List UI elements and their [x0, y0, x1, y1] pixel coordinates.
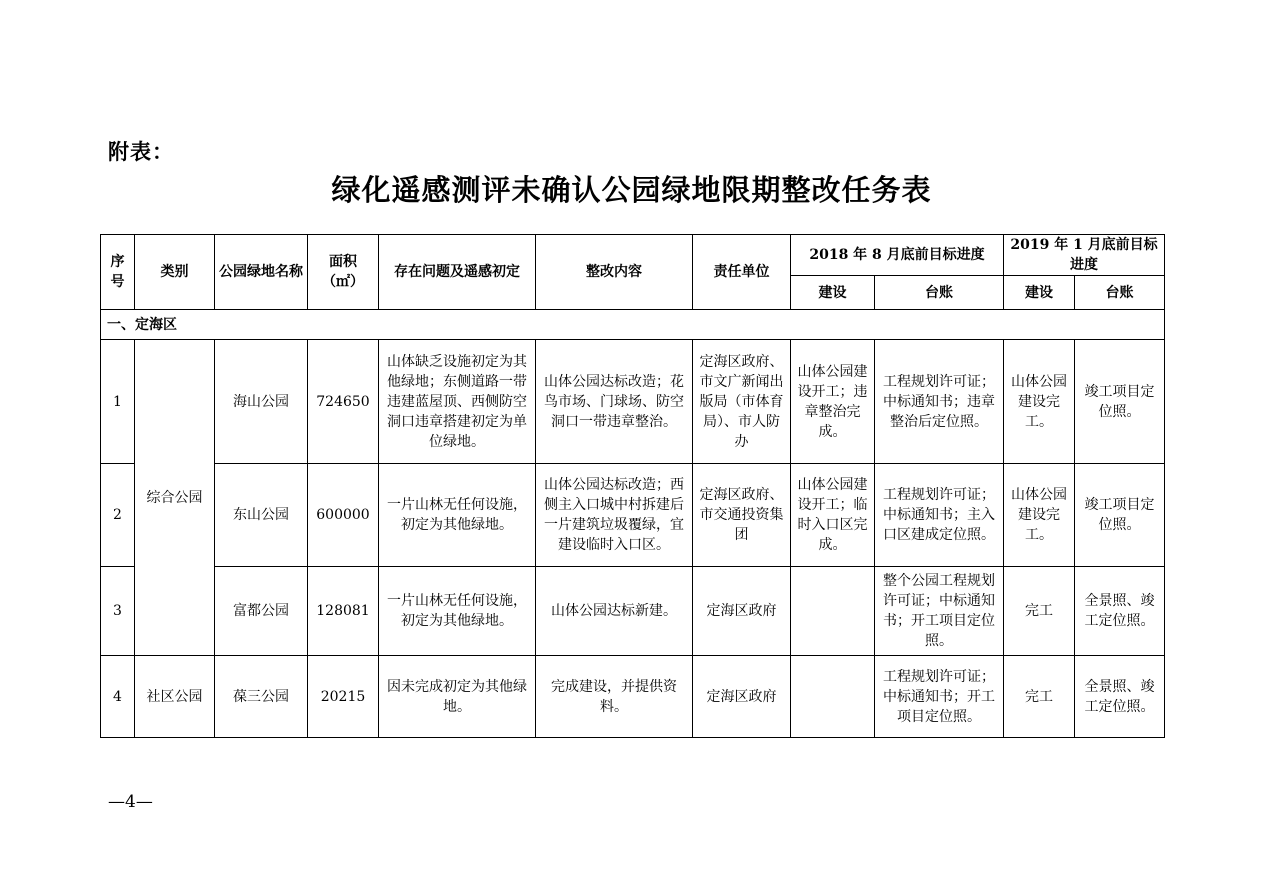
- cell-category-merged: 综合公园: [135, 340, 215, 656]
- header-ledger-2019: 台账: [1075, 276, 1165, 310]
- rectification-task-table: [100, 234, 1165, 738]
- cell-issue: 山体缺乏设施初定为其他绿地；东侧道路一带违建蓝屋顶、西侧防空洞口违章搭建初定为单位绿地。: [379, 340, 536, 464]
- cell-rectification: 山体公园达标改造；西侧主入口城中村拆建后一片建筑垃圾覆绿，宜建设临时入口区。: [536, 464, 693, 567]
- cell-ledger-2019: 全景照、竣工定位照。: [1075, 567, 1165, 656]
- page-title: 绿化遥感测评未确认公园绿地限期整改任务表: [331, 173, 932, 207]
- page-number: —4—: [108, 792, 153, 812]
- header-construction-2018: 建设: [791, 276, 875, 310]
- table-row: [101, 567, 1165, 656]
- cell-seq: 4: [101, 656, 135, 738]
- cell-area: 128081: [308, 567, 379, 656]
- cell-build-2018: 山体公园建设开工；临时入口区完成。: [791, 464, 875, 567]
- cell-responsible: 定海区政府: [693, 656, 791, 738]
- cell-responsible: 定海区政府、市文广新闻出版局（市体育局）、市人防办: [693, 340, 791, 464]
- annex-label: 附表：: [108, 139, 174, 164]
- cell-build-2018: [791, 656, 875, 738]
- cell-category: 社区公园: [135, 656, 215, 738]
- cell-build-2019: 完工: [1004, 656, 1075, 738]
- cell-park-name: 海山公园: [215, 340, 308, 464]
- section-label: 一、定海区: [101, 310, 1165, 340]
- cell-park-name: 东山公园: [215, 464, 308, 567]
- header-seq: 序号: [101, 235, 135, 310]
- cell-issue: 一片山林无任何设施，初定为其他绿地。: [379, 464, 536, 567]
- cell-ledger-2019: 竣工项目定位照。: [1075, 340, 1165, 464]
- table-row: [101, 340, 1165, 464]
- cell-seq: 3: [101, 567, 135, 656]
- cell-park-name: 富都公园: [215, 567, 308, 656]
- cell-seq: 1: [101, 340, 135, 464]
- cell-issue: 一片山林无任何设施，初定为其他绿地。: [379, 567, 536, 656]
- header-rectification: 整改内容: [536, 235, 693, 310]
- section-row: [101, 310, 1165, 340]
- header-ledger-2018: 台账: [875, 276, 1004, 310]
- header-park-name: 公园绿地名称: [215, 235, 308, 310]
- header-responsible: 责任单位: [693, 235, 791, 310]
- cell-area: 724650: [308, 340, 379, 464]
- cell-build-2019: 完工: [1004, 567, 1075, 656]
- cell-ledger-2018: 整个公园工程规划许可证；中标通知书；开工项目定位照。: [875, 567, 1004, 656]
- cell-seq: 2: [101, 464, 135, 567]
- cell-ledger-2018: 工程规划许可证；中标通知书；主入口区建成定位照。: [875, 464, 1004, 567]
- cell-build-2019: 山体公园建设完工。: [1004, 340, 1075, 464]
- header-issue: 存在问题及遥感初定: [379, 235, 536, 310]
- cell-responsible: 定海区政府: [693, 567, 791, 656]
- table-row: [101, 464, 1165, 567]
- cell-build-2019: 山体公园建设完工。: [1004, 464, 1075, 567]
- cell-rectification: 山体公园达标新建。: [536, 567, 693, 656]
- header-group-2018: 2018 年 8 月底前目标进度: [791, 235, 1004, 276]
- table-row: [101, 656, 1165, 738]
- cell-build-2018: 山体公园建设开工；违章整治完成。: [791, 340, 875, 464]
- cell-issue: 因未完成初定为其他绿地。: [379, 656, 536, 738]
- cell-rectification: 山体公园达标改造；花鸟市场、门球场、防空洞口一带违章整治。: [536, 340, 693, 464]
- cell-ledger-2019: 竣工项目定位照。: [1075, 464, 1165, 567]
- cell-park-name: 葆三公园: [215, 656, 308, 738]
- cell-ledger-2018: 工程规划许可证；中标通知书；开工项目定位照。: [875, 656, 1004, 738]
- cell-ledger-2019: 全景照、竣工定位照。: [1075, 656, 1165, 738]
- cell-rectification: 完成建设，并提供资料。: [536, 656, 693, 738]
- cell-area: 20215: [308, 656, 379, 738]
- cell-responsible: 定海区政府、市交通投资集团: [693, 464, 791, 567]
- cell-build-2018: [791, 567, 875, 656]
- cell-area: 600000: [308, 464, 379, 567]
- cell-ledger-2018: 工程规划许可证；中标通知书；违章整治后定位照。: [875, 340, 1004, 464]
- header-construction-2019: 建设: [1004, 276, 1075, 310]
- header-area: 面积（㎡）: [308, 235, 379, 310]
- header-group-2019: 2019 年 1 月底前目标进度: [1004, 235, 1165, 276]
- header-row-1: [101, 235, 1165, 276]
- header-category: 类别: [135, 235, 215, 310]
